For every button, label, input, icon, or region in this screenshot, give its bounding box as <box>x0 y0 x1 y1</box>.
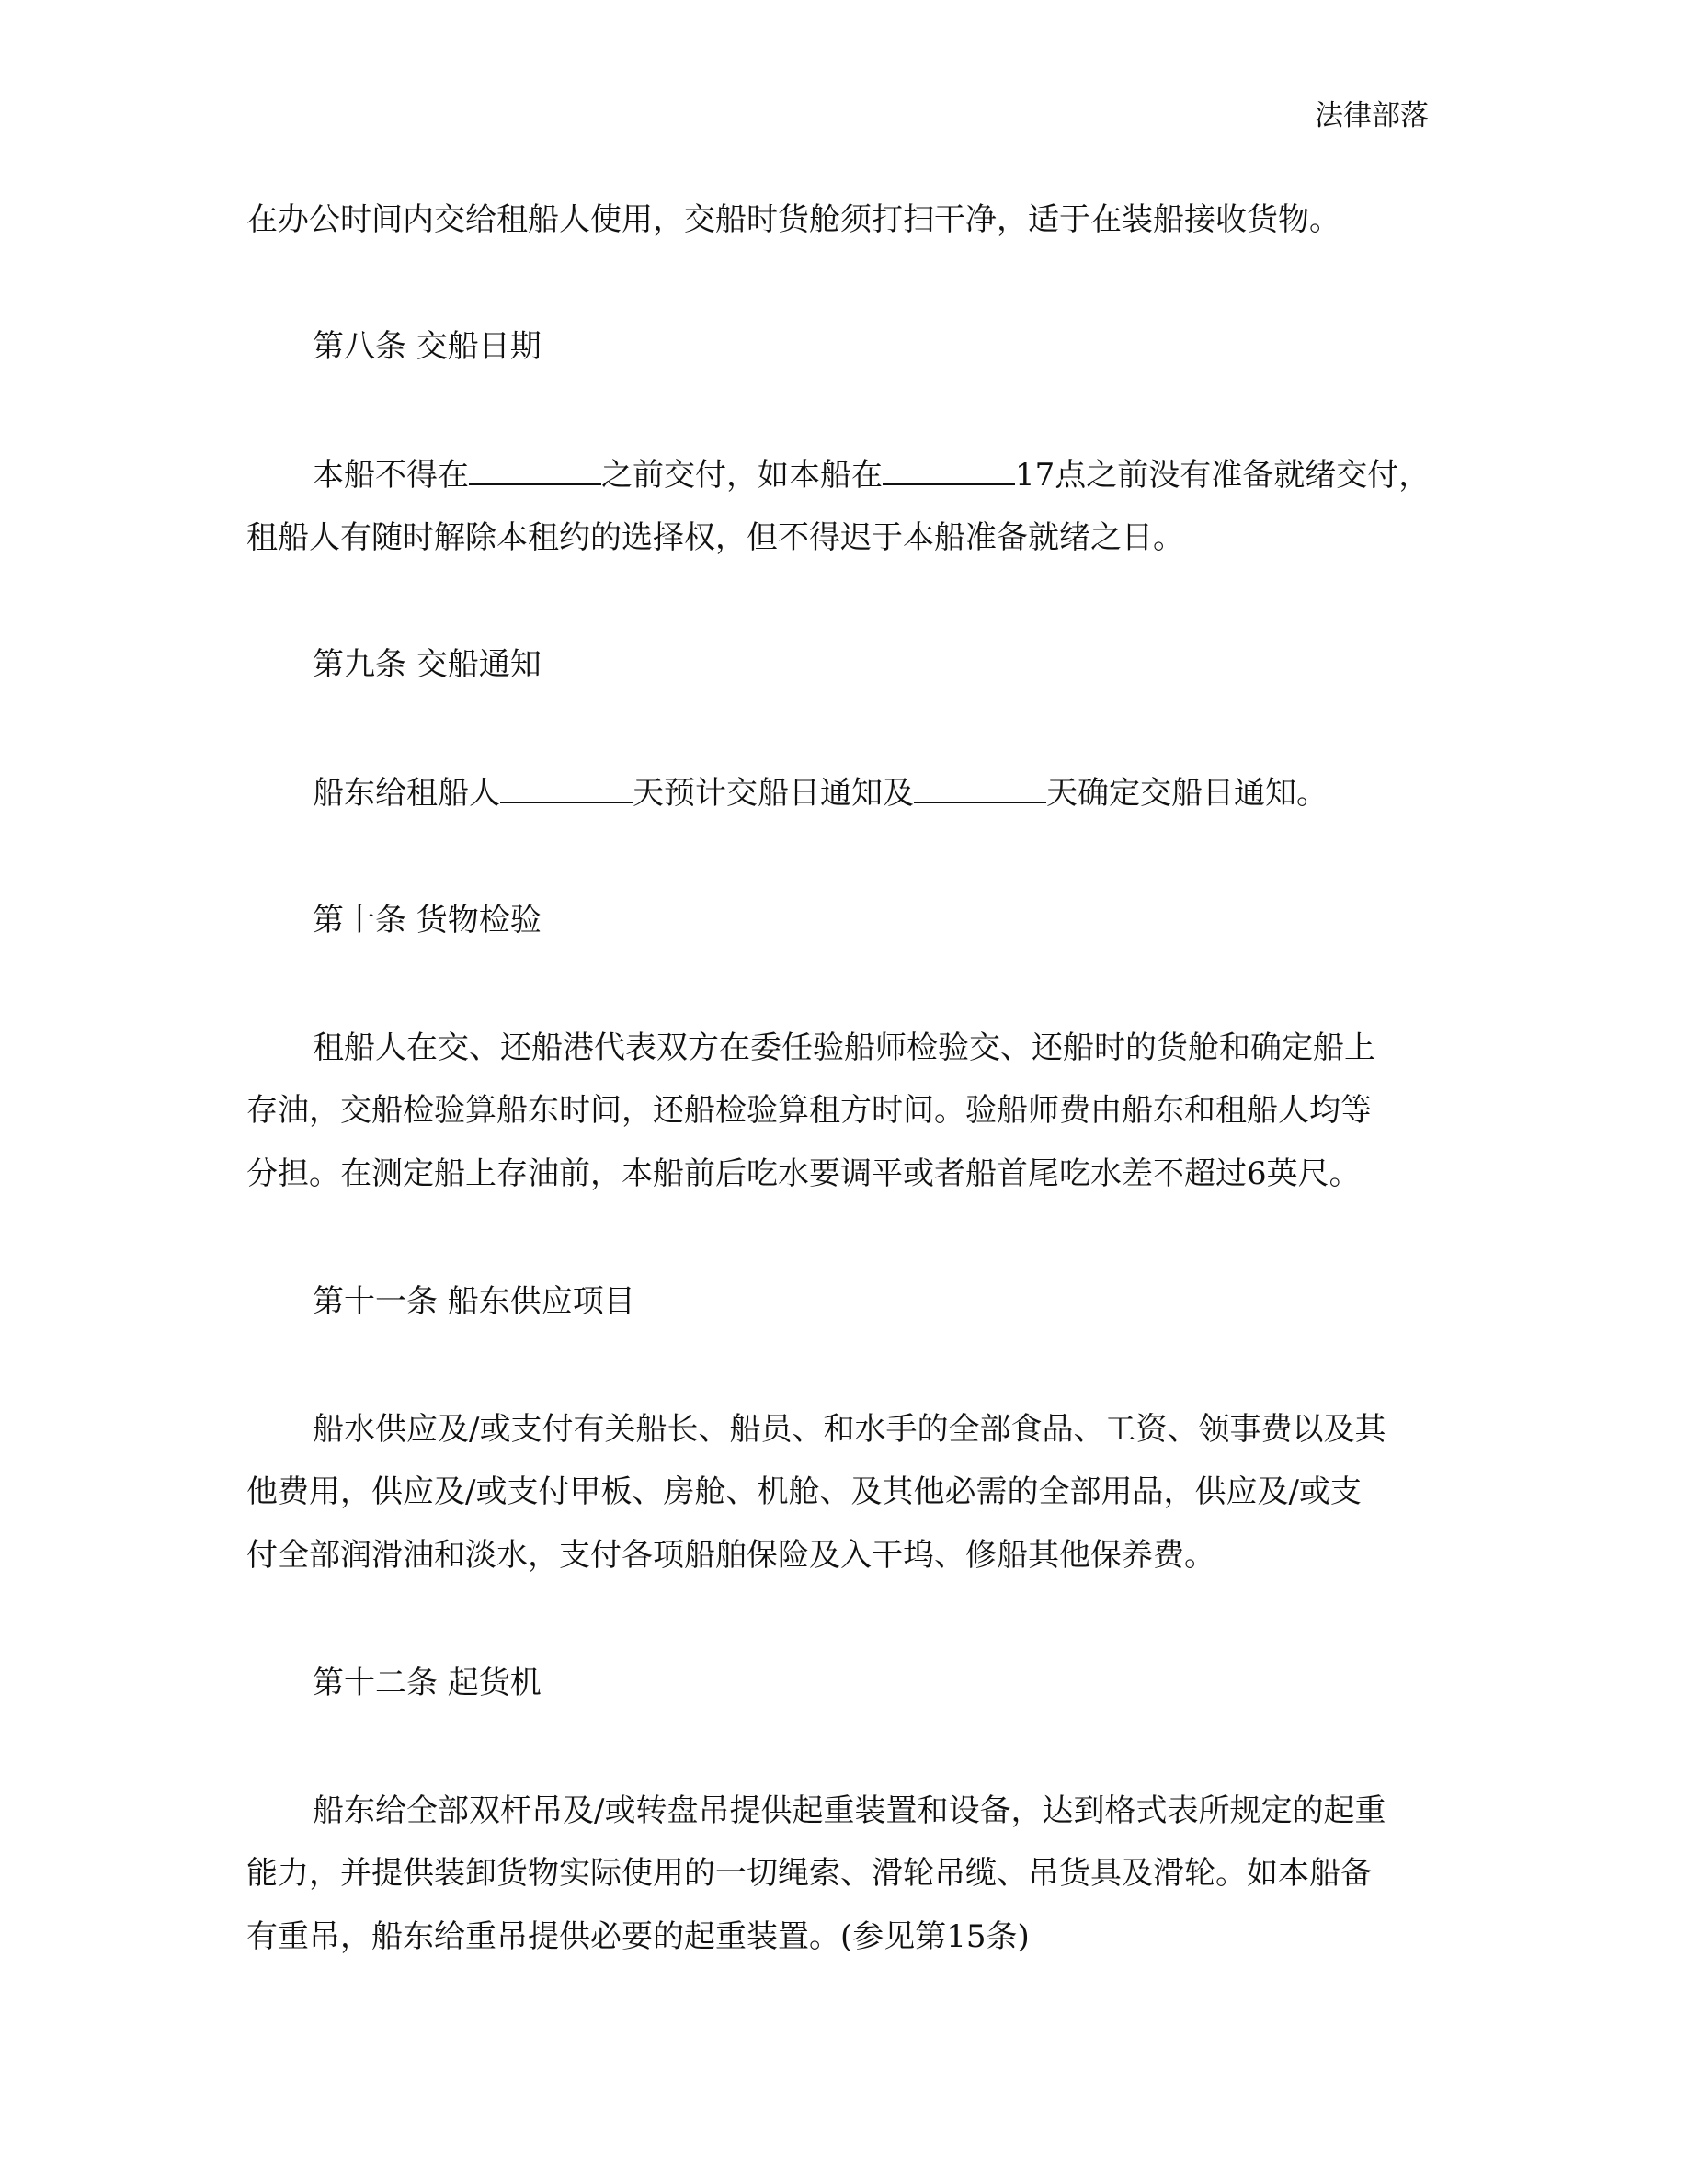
article-10-paragraph-line: 分担。在测定船上存油前，本船前后吃水要调平或者船首尾吃水差不超过6英尺。 <box>246 1155 1361 1192</box>
fill-in-blank <box>883 456 1015 485</box>
text-segment: 之前交付，如本船在 <box>601 457 883 494</box>
text-segment: 天确定交船日通知。 <box>1046 775 1328 812</box>
article-8-paragraph-line <box>313 454 1430 496</box>
article-9-title: 第九条 交船通知 <box>313 646 542 683</box>
article-12-paragraph-line: 有重吊，船东给重吊提供必要的起重装置。(参见第15条) <box>246 1918 1030 1955</box>
article-11-paragraph-line: 船水供应及/或支付有关船长、船员、和水手的全部食品、工资、领事费以及其 <box>313 1411 1386 1448</box>
article-10-paragraph-line: 存油，交船检验算船东时间，还船检验算租方时间。验船师费由船东和租船人均等 <box>246 1092 1372 1129</box>
text-segment: 17点之前没有准备就绪交付， <box>1015 457 1431 494</box>
text-segment: 船东给租船人 <box>313 775 500 812</box>
article-11-title: 第十一条 船东供应项目 <box>313 1283 635 1320</box>
article-12-title: 第十二条 起货机 <box>313 1665 542 1701</box>
article-10-paragraph-line: 租船人在交、还船港代表双方在委任验船师检验交、还船时的货舱和确定船上 <box>313 1029 1375 1066</box>
text-segment: 本船不得在 <box>313 457 469 494</box>
article-10-title: 第十条 货物检验 <box>313 902 542 938</box>
article-11-paragraph-line: 付全部润滑油和淡水，支付各项船舶保险及入干坞、修船其他保养费。 <box>246 1537 1215 1574</box>
article-11-paragraph-line: 他费用，供应及/或支付甲板、房舱、机舱、及其他必需的全部用品，供应及/或支 <box>246 1473 1362 1510</box>
fill-in-blank <box>914 774 1046 803</box>
article-9-paragraph-line <box>313 772 1328 814</box>
paragraph-line: 在办公时间内交给租船人使用，交船时货舱须打扫干净，适于在装船接收货物。 <box>246 201 1340 238</box>
fill-in-blank <box>469 456 601 485</box>
article-12-paragraph-line: 船东给全部双杆吊及/或转盘吊提供起重装置和设备，达到格式表所规定的起重 <box>313 1792 1386 1829</box>
header-brand: 法律部落 <box>1315 99 1429 132</box>
text-segment: 天预计交船日通知及 <box>633 775 914 812</box>
article-8-title: 第八条 交船日期 <box>313 328 542 365</box>
article-12-paragraph-line: 能力，并提供装卸货物实际使用的一切绳索、滑轮吊缆、吊货具及滑轮。如本船备 <box>246 1855 1372 1892</box>
article-8-paragraph-line: 租船人有随时解除本租约的选择权，但不得迟于本船准备就绪之日。 <box>246 519 1184 556</box>
fill-in-blank <box>500 774 633 803</box>
